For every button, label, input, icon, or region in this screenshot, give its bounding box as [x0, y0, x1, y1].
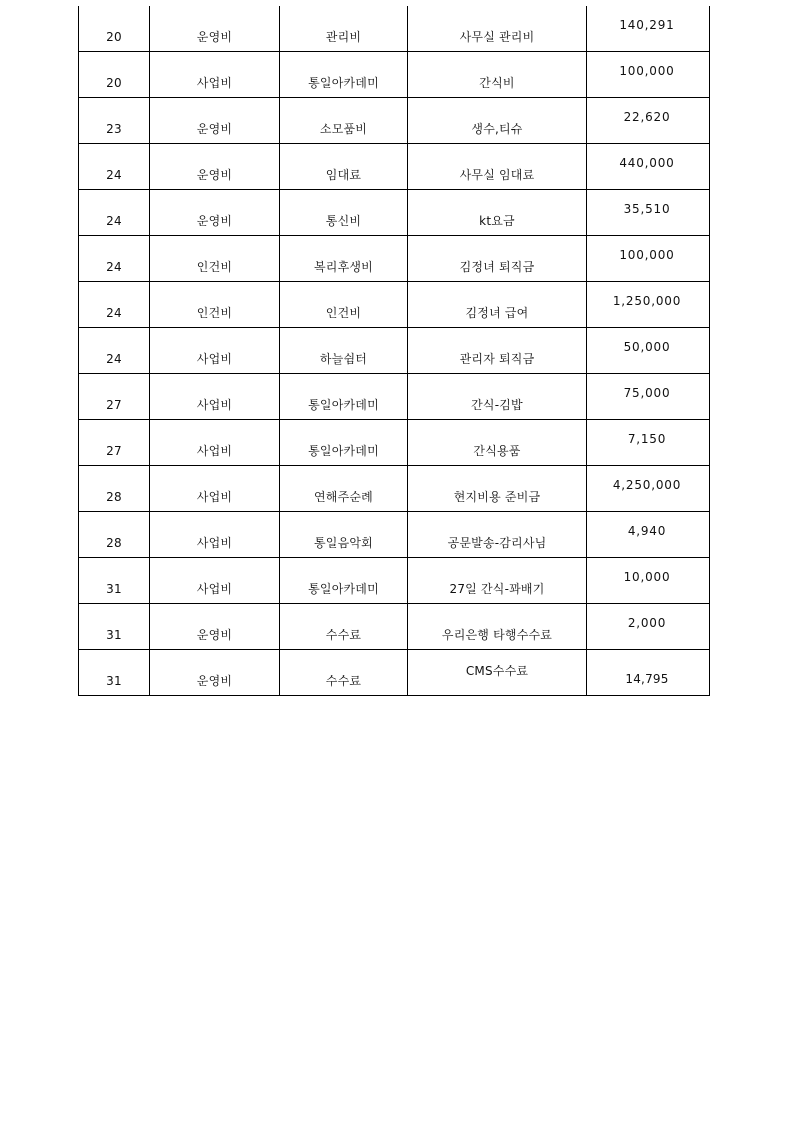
amount-cell: 440,000 [586, 144, 707, 189]
amount-cell: 50,000 [586, 328, 707, 373]
description-cell: 사무실 관리비 [407, 6, 586, 51]
day-cell: 27 [106, 443, 122, 458]
description-cell [407, 650, 586, 695]
category-cell: 운영비 [149, 98, 279, 143]
subcategory-cell: 복리후생비 [279, 236, 407, 281]
subcategory-cell: 통일아카데미 [279, 420, 407, 465]
amount-cell: 14,795 [586, 650, 707, 695]
amount-cell: 22,620 [586, 98, 707, 143]
table-row [79, 558, 709, 604]
category-cell: 사업비 [149, 420, 279, 465]
category-cell: 사업비 [149, 558, 279, 603]
category-cell: 운영비 [149, 6, 279, 51]
subcategory-cell: 수수료 [279, 604, 407, 649]
day-cell: 24 [106, 213, 122, 228]
table-row [79, 52, 709, 98]
category-cell: 사업비 [149, 52, 279, 97]
amount-cell: 75,000 [586, 374, 707, 419]
subcategory-cell: 통일아카데미 [279, 374, 407, 419]
table-row [79, 374, 709, 420]
subcategory-cell: 연해주순례 [279, 466, 407, 511]
description-text: CMS수수료 [465, 664, 529, 678]
description-cell: 김정녀 급여 [407, 282, 586, 327]
day-cell: 20 [106, 75, 122, 90]
day-cell: 28 [106, 489, 122, 504]
category-cell: 인건비 [149, 282, 279, 327]
table-row [79, 420, 709, 466]
day-cell: 24 [106, 305, 122, 320]
table-row [79, 650, 709, 696]
category-cell: 운영비 [149, 650, 279, 695]
day-cell: 31 [106, 627, 122, 642]
description-cell: 공문발송-감리사님 [407, 512, 586, 557]
day-cell: 20 [106, 29, 122, 44]
category-cell: 운영비 [149, 604, 279, 649]
subcategory-cell: 수수료 [279, 650, 407, 695]
subcategory-cell: 인건비 [279, 282, 407, 327]
table-row [79, 282, 709, 328]
description-cell: 사무실 임대료 [407, 144, 586, 189]
day-cell: 31 [106, 673, 122, 688]
amount-cell: 4,940 [586, 512, 707, 557]
category-cell: 사업비 [149, 512, 279, 557]
category-cell: 사업비 [149, 374, 279, 419]
table-row [79, 144, 709, 190]
category-cell: 운영비 [149, 144, 279, 189]
subcategory-cell: 통일아카데미 [279, 52, 407, 97]
subcategory-cell: 통신비 [279, 190, 407, 235]
amount-cell: 100,000 [586, 52, 707, 97]
description-cell: 간식용품 [407, 420, 586, 465]
description-cell: 현지비용 준비금 [407, 466, 586, 511]
description-cell: 우리은행 타행수수료 [407, 604, 586, 649]
subcategory-cell: 임대료 [279, 144, 407, 189]
day-cell: 24 [106, 259, 122, 274]
amount-cell: 35,510 [586, 190, 707, 235]
amount-cell: 4,250,000 [586, 466, 707, 511]
day-cell: 31 [106, 581, 122, 596]
category-cell: 사업비 [149, 466, 279, 511]
category-cell: 운영비 [149, 190, 279, 235]
category-cell: 사업비 [149, 328, 279, 373]
description-cell: 간식-김밥 [407, 374, 586, 419]
table-row [79, 328, 709, 374]
day-cell: 24 [106, 351, 122, 366]
subcategory-cell: 통일아카데미 [279, 558, 407, 603]
ledger-rows [79, 6, 709, 650]
description-cell: 간식비 [407, 52, 586, 97]
amount-cell: 7,150 [586, 420, 707, 465]
day-cell: 23 [106, 121, 122, 136]
subcategory-cell: 하늘쉼터 [279, 328, 407, 373]
description-cell: 27일 간식-꽈배기 [407, 558, 586, 603]
table-row [79, 6, 709, 52]
table-row [79, 604, 709, 650]
subcategory-cell: 통일음악회 [279, 512, 407, 557]
table-row [79, 466, 709, 512]
description-cell: kt요금 [407, 190, 586, 235]
table-row [79, 236, 709, 282]
table-row [79, 190, 709, 236]
category-cell: 인건비 [149, 236, 279, 281]
description-cell: 관리자 퇴직금 [407, 328, 586, 373]
table-row [79, 512, 709, 558]
subcategory-cell: 관리비 [279, 6, 407, 51]
description-cell: 생수,티슈 [407, 98, 586, 143]
amount-cell: 100,000 [586, 236, 707, 281]
table-row [79, 98, 709, 144]
subcategory-cell: 소모품비 [279, 98, 407, 143]
amount-cell: 2,000 [586, 604, 707, 649]
day-cell: 27 [106, 397, 122, 412]
day-cell: 28 [106, 535, 122, 550]
day-cell: 24 [106, 167, 122, 182]
amount-cell: 10,000 [586, 558, 707, 603]
description-cell: 김정녀 퇴직금 [407, 236, 586, 281]
amount-cell: 140,291 [586, 6, 707, 51]
amount-cell: 1,250,000 [586, 282, 707, 327]
expense-ledger-table [78, 6, 710, 696]
